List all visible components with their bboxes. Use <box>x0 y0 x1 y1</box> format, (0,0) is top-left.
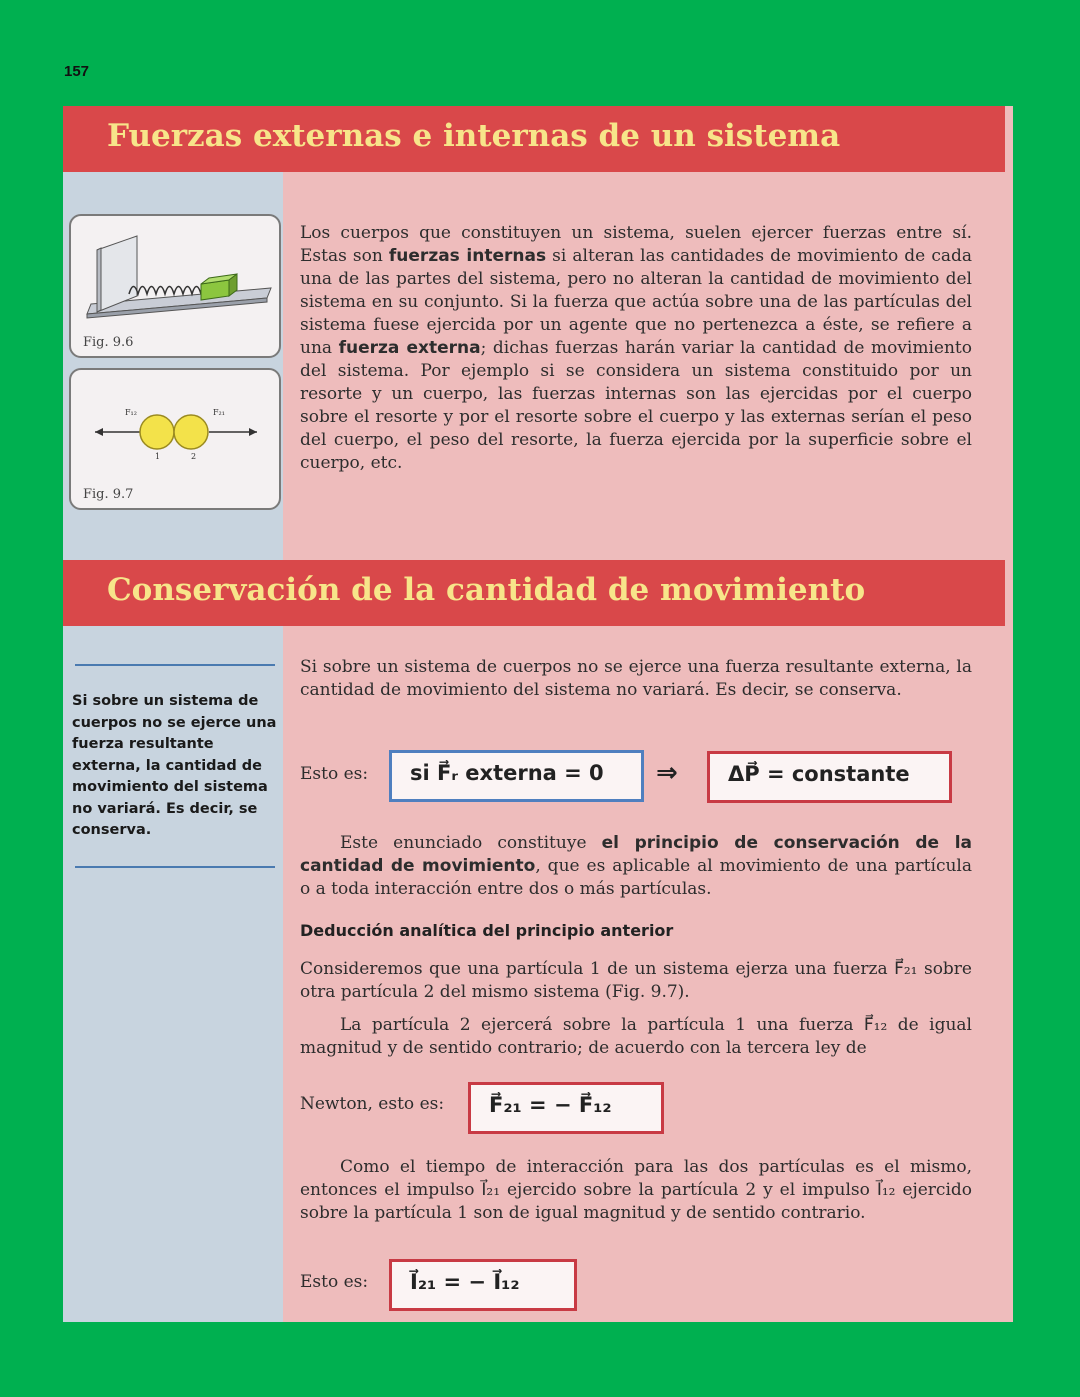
conservation-intro-paragraph: Si sobre un sistema de cuerpos no se ejerce una fuerza resultante externa, la cantidad de movimiento del sistema no variará. Es decir, se conserva. <box>300 657 972 700</box>
figure-caption: Fig. 9.7 <box>83 487 134 502</box>
formula-label: Esto es: <box>300 764 369 784</box>
figure-9-7 <box>69 368 281 510</box>
sidebar-divider <box>75 664 275 666</box>
section-title-external-internal-forces: Fuerzas externas e internas de un sistema <box>107 118 841 154</box>
particle-label-2: 2 <box>191 452 197 461</box>
deduction-subheading: Deducción analítica del principio anterior <box>300 921 674 940</box>
formula-box-result: ΔP⃗ = constante <box>707 751 952 803</box>
formula-label: Esto es: <box>300 1272 369 1292</box>
formula-box-forces: F⃗₂₁ = − F⃗₁₂ <box>468 1082 664 1134</box>
force-label-f21: F₂₁ <box>213 408 225 417</box>
impulse-paragraph: Como el tiempo de interacción para las dos partículas es el mismo, entonces el impulso I⃗₂₁ ejercido sobre la partícula 2 y el impulso I⃗₁₂ ejercido sobre la partícula 1 son de igual magnitud y de sentido contrario. <box>300 1157 972 1223</box>
internal-external-forces-paragraph: Los cuerpos que constituyen un sistema, suelen ejercer fuerzas entre sí. Estas son fuerzas internas si alteran las cantidades de movimiento de cada una de las partes del sistema, pero no alteran la cantidad de movimiento del sistema en su conjunto. Si la fuerza que actúa sobre una de las partículas del sistema fuese ejercida por un agente que no pertenezca a éste, se refiere a una fuerza externa; dichas fuerzas harán variar la cantidad de movimiento del sistema. Por ejemplo si se considera un sistema constituido por un resorte y un cuerpo, las fuerzas internas son las ejercidas por el cuerpo sobre el resorte y por el resorte sobre el cuerpo y las externas serían el peso del cuerpo, el peso del resorte, la fuerza ejercida por la superficie sobre el cuerpo, etc. <box>300 223 972 473</box>
sidebar-summary-note: Si sobre un sistema de cuerpos no se ejerce una fuerza resultante externa, la cantidad de movimiento del sistema no variará. Es decir, se conserva. <box>72 693 277 838</box>
formula-label: Newton, esto es: <box>300 1094 445 1114</box>
section-header-band <box>63 560 1005 626</box>
formula-box-condition: si F⃗ᵣ externa = 0 <box>389 750 644 802</box>
implies-arrow: ⇒ <box>656 758 678 788</box>
particle-label-1: 1 <box>155 452 161 461</box>
deduction-paragraph-2: La partícula 2 ejercerá sobre la partícula 1 una fuerza F⃗₁₂ de igual magnitud y de sentido contrario; de acuerdo con la tercera ley de <box>300 1015 972 1058</box>
sidebar-divider <box>75 866 275 868</box>
figure-9-6 <box>69 214 281 358</box>
force-label-f12: F₁₂ <box>125 408 137 417</box>
figure-caption: Fig. 9.6 <box>83 335 134 350</box>
deduction-paragraph-1: Consideremos que una partícula 1 de un sistema ejerza una fuerza F⃗₂₁ sobre otra partícula 2 del mismo sistema (Fig. 9.7). <box>300 959 972 1002</box>
section-title-momentum-conservation: Conservación de la cantidad de movimiento <box>107 572 866 608</box>
textbook-page <box>63 106 1013 1322</box>
principle-paragraph: Este enunciado constituye el principio de conservación de la cantidad de movimiento, que es aplicable al movimiento de una partícula o a toda interacción entre dos o más partículas. <box>300 833 972 899</box>
page-number: 157 <box>64 63 90 80</box>
section-header-band <box>63 106 1005 172</box>
formula-box-impulses: I⃗₂₁ = − I⃗₁₂ <box>389 1259 577 1311</box>
